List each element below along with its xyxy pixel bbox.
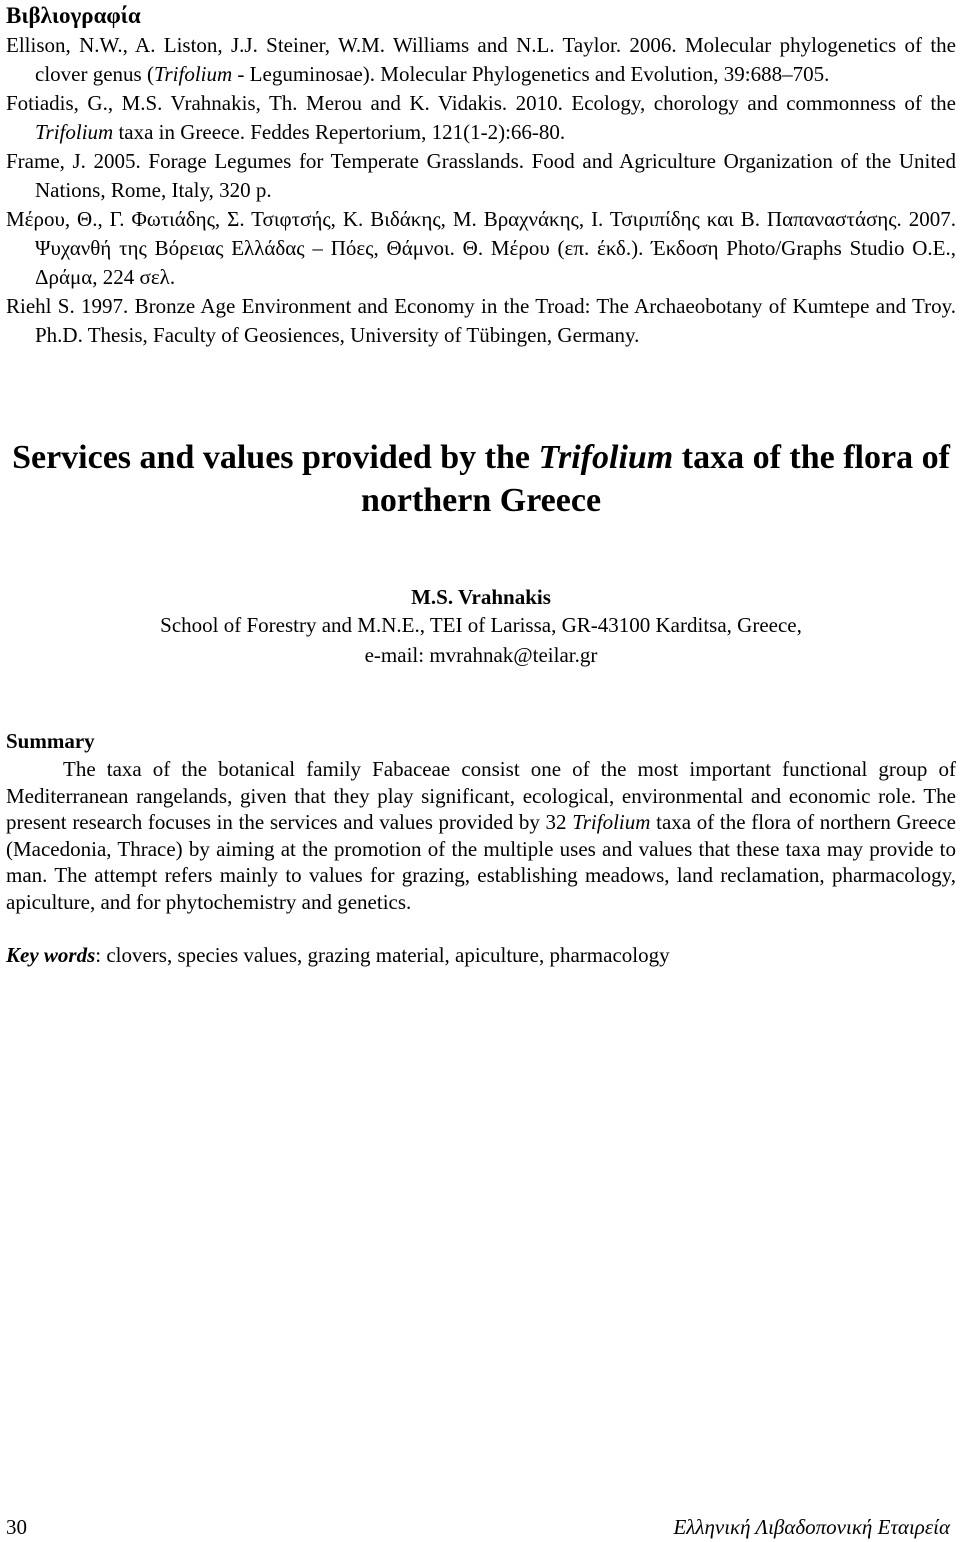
summary-heading: Summary [6,729,95,753]
paper-title-taxon: Trifolium [538,439,674,476]
keywords-line [6,941,956,970]
reference-entry [6,31,956,89]
reference-text: Fotiadis, G., M.S. Vrahnakis, Th. Merou and K. Vidakis. 2010. Ecology, chorology and commonness of the [6,91,956,115]
page-number: 30 [6,1515,27,1539]
reference-text-rest: - Leguminosae). Molecular Phylogenetics and Evolution, 39:688–705. [232,62,830,86]
reference-italic-taxon: Trifolium [35,120,114,144]
summary-text-rest: taxa of the flora of northern Greece (Macedonia, Thrace) by aiming at the promotion of the multiple uses and values that these taxa may provide to man. The attempt refers mainly to values for grazing, establishing meadows, land reclamation, pharmacology, apiculture, and for phytochemistry and genetics. [6,810,957,914]
author-affiliation: School of Forestry and M.N.E., TEI of Larissa, GR-43100 Karditsa, Greece, [160,613,802,637]
author-name: M.S. Vrahnakis [411,585,551,609]
keywords-label: Key words [6,943,96,967]
author-email: e-mail: mvrahnak@teilar.gr [364,643,598,667]
reference-text: Frame, J. 2005. Forage Legumes for Temperate Grasslands. Food and Agriculture Organization of the United Nations, Rome, Italy, 320 p. [6,149,956,202]
reference-entry [6,89,956,147]
reference-entry [6,147,956,205]
reference-entry [6,292,956,350]
reference-text: Μέρου, Θ., Γ. Φωτιάδης, Σ. Τσιφτσής, Κ. Βιδάκης, Μ. Βραχνάκης, Ι. Τσιριπίδης και Β. Παπαναστάσης. 2007. Ψυχανθή της Βόρειας Ελλάδας – Πόες, Θάμνοι. Θ. Μέρου (επ. έκδ.). Έκδοση Photo/Graphs Studio O.E., Δράμα, 224 σελ. [6,207,956,289]
reference-entry [6,205,956,292]
paper-title [6,436,956,522]
bibliography-list [6,31,956,350]
reference-text-rest: taxa in Greece. Feddes Repertorium, 121(1-2):66-80. [113,120,566,144]
keywords-text: : clovers, species values, grazing material, apiculture, pharmacology [95,943,670,967]
summary-taxon: Trifolium [572,810,651,834]
summary-text: The taxa of the botanical family Fabaceae consist one of the most important functional group of Mediterranean rangelands, given that they play significant, ecological, environmental and economic role. The present research focuses in the services and values provided by 32 [6,757,956,834]
footer-journal-name: Ελληνική Λιβαδοπονική Εταιρεία [673,1515,950,1539]
bibliography-heading: Βιβλιογραφία [6,3,141,28]
reference-text: Ellison, N.W., A. Liston, J.J. Steiner, W.M. Williams and N.L. Taylor. 2006. Molecular phylogenetics of the clover genus ( [6,33,956,86]
paper-title-text: Services and values provided by the [12,439,539,476]
reference-italic-taxon: Trifolium [153,62,233,86]
reference-text: Riehl S. 1997. Bronze Age Environment and Economy in the Troad: The Archaeobotany of Kumtepe and Troy. Ph.D. Thesis, Faculty of Geosiences, University of Tübingen, Germany. [6,294,956,347]
summary-paragraph [6,756,956,915]
paper-title-text-rest: taxa of the flora of northern Greece [360,439,950,519]
